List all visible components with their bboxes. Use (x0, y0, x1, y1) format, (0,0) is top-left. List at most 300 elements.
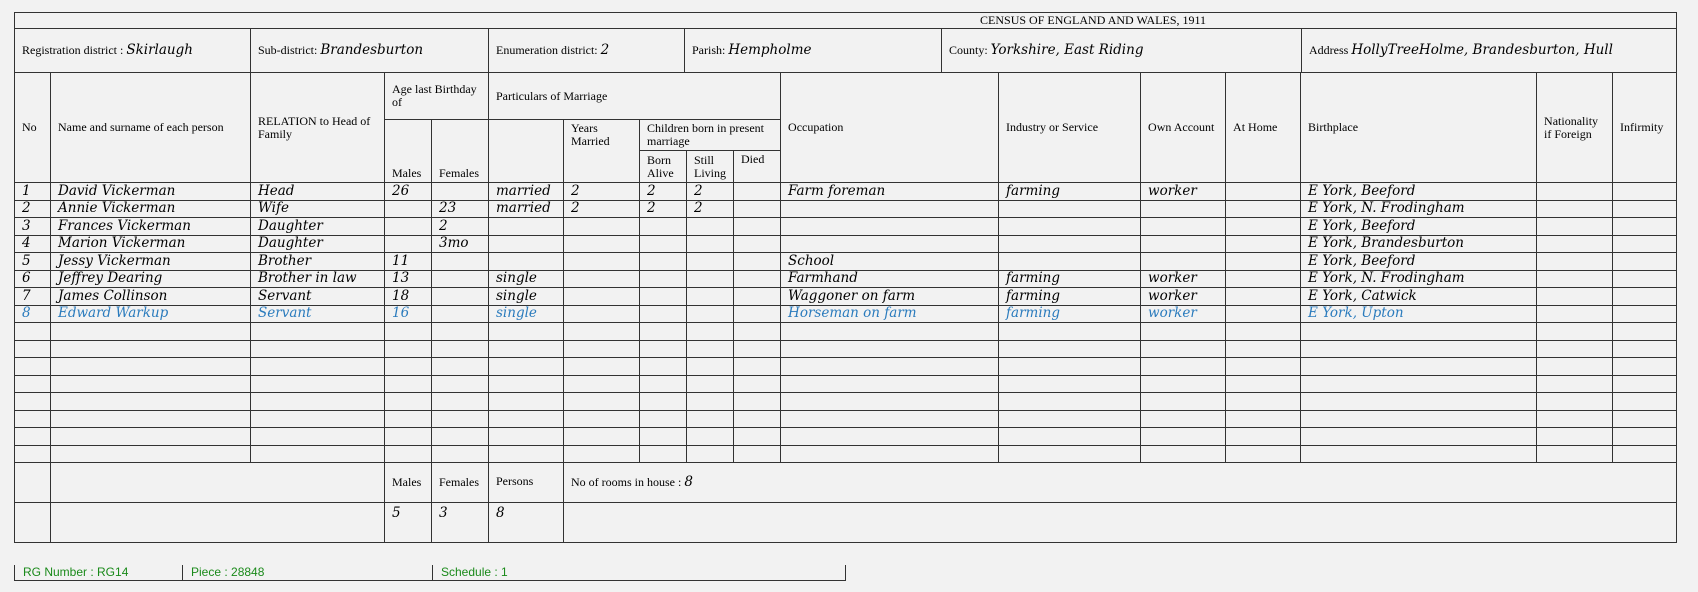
cell-marital (489, 218, 564, 236)
enumeration-district: Enumeration district: 2 (489, 29, 685, 73)
empty-cell (1613, 445, 1677, 463)
empty-cell (432, 393, 489, 411)
empty-cell (1613, 340, 1677, 358)
cell-occupation: Farm foreman (781, 183, 999, 201)
empty-cell (251, 323, 385, 341)
cell-relation: Brother in law (251, 270, 385, 288)
cell-industry: farming (999, 270, 1141, 288)
empty-cell (51, 358, 251, 376)
cell-infirmity (1613, 218, 1677, 236)
cell-died (734, 288, 781, 306)
cell-no: 1 (15, 183, 51, 201)
cell-died (734, 235, 781, 253)
cell-males (385, 235, 432, 253)
schedule-number: Schedule : 1 (441, 565, 508, 579)
empty-cell (734, 393, 781, 411)
empty-row (15, 323, 1677, 341)
empty-cell (1141, 375, 1226, 393)
cell-home (1226, 253, 1301, 271)
cell-females: 3mo (432, 235, 489, 253)
empty-cell (489, 445, 564, 463)
empty-cell (1537, 393, 1613, 411)
cell-own (1141, 253, 1226, 271)
cell-birthplace: E York, N. Frodingham (1301, 270, 1537, 288)
cell-industry: farming (999, 305, 1141, 323)
cell-infirmity (1613, 183, 1677, 201)
cell-marital (489, 235, 564, 253)
cell-home (1226, 218, 1301, 236)
cell-birthplace: E York, Beeford (1301, 218, 1537, 236)
census-header-table (14, 12, 1677, 73)
empty-cell (15, 375, 51, 393)
empty-cell (251, 410, 385, 428)
empty-cell (385, 410, 432, 428)
empty-cell (1301, 340, 1537, 358)
table-row (15, 305, 1677, 323)
column-age: Age last Birthday of (385, 73, 489, 120)
cell-own: worker (1141, 288, 1226, 306)
empty-cell (564, 445, 640, 463)
empty-cell (564, 393, 640, 411)
cell-relation: Servant (251, 305, 385, 323)
column-marital-status (489, 120, 564, 183)
empty-cell (51, 445, 251, 463)
empty-cell (640, 323, 687, 341)
empty-row (15, 428, 1677, 446)
empty-cell (640, 358, 687, 376)
empty-cell (734, 410, 781, 428)
empty-cell (1613, 375, 1677, 393)
cell-marital (489, 253, 564, 271)
empty-cell (734, 445, 781, 463)
cell-infirmity (1613, 253, 1677, 271)
parish: Parish: Hempholme (685, 29, 942, 73)
cell-females (432, 253, 489, 271)
empty-row (15, 393, 1677, 411)
empty-cell (734, 340, 781, 358)
cell-died (734, 305, 781, 323)
cell-died (734, 218, 781, 236)
empty-cell (781, 323, 999, 341)
empty-cell (1537, 410, 1613, 428)
empty-cell (999, 323, 1141, 341)
cell-birthplace: E York, N. Frodingham (1301, 200, 1537, 218)
empty-cell (640, 428, 687, 446)
cell-nationality (1537, 253, 1613, 271)
empty-cell (15, 393, 51, 411)
census-title: CENSUS OF ENGLAND AND WALES, 1911 (15, 13, 1677, 29)
empty-cell (1301, 358, 1537, 376)
cell-marital: single (489, 270, 564, 288)
sub-district: Sub-district: Brandesburton (251, 29, 489, 73)
cell-died (734, 270, 781, 288)
empty-cell (1301, 375, 1537, 393)
column-birthplace: Birthplace (1301, 73, 1537, 183)
cell-living (687, 270, 734, 288)
table-row (15, 288, 1677, 306)
empty-cell (251, 393, 385, 411)
cell-nationality (1537, 270, 1613, 288)
cell-birthplace: E York, Catwick (1301, 288, 1537, 306)
empty-cell (1613, 393, 1677, 411)
empty-cell (51, 428, 251, 446)
cell-marital: married (489, 183, 564, 201)
registration-district: Registration district : Skirlaugh (15, 29, 251, 73)
empty-cell (432, 410, 489, 428)
cell-years (564, 270, 640, 288)
rooms-count: No of rooms in house : 8 (564, 463, 1677, 503)
column-own-account: Own Account (1141, 73, 1226, 183)
cell-born (640, 253, 687, 271)
cell-relation: Head (251, 183, 385, 201)
empty-cell (15, 445, 51, 463)
reference-footer (14, 565, 846, 581)
table-row (15, 270, 1677, 288)
cell-living (687, 305, 734, 323)
empty-cell (432, 445, 489, 463)
empty-cell (687, 323, 734, 341)
empty-cell (489, 428, 564, 446)
cell-own: worker (1141, 305, 1226, 323)
empty-cell (687, 375, 734, 393)
empty-cell (385, 393, 432, 411)
column-infirmity: Infirmity (1613, 73, 1677, 183)
census-household-table (14, 72, 1677, 543)
empty-cell (781, 358, 999, 376)
empty-cell (15, 323, 51, 341)
table-row (15, 235, 1677, 253)
cell-birthplace: E York, Beeford (1301, 183, 1537, 201)
empty-cell (1141, 340, 1226, 358)
cell-infirmity (1613, 270, 1677, 288)
address: Address HollyTreeHolme, Brandesburton, Hull (1302, 29, 1677, 73)
cell-industry (999, 235, 1141, 253)
cell-marital: single (489, 305, 564, 323)
cell-died (734, 200, 781, 218)
cell-industry (999, 253, 1141, 271)
empty-cell (1141, 393, 1226, 411)
empty-cell (781, 393, 999, 411)
cell-home (1226, 235, 1301, 253)
empty-cell (1226, 393, 1301, 411)
column-born-alive: Born Alive (640, 151, 687, 183)
cell-nationality (1537, 235, 1613, 253)
cell-home (1226, 183, 1301, 201)
empty-cell (489, 410, 564, 428)
cell-home (1226, 270, 1301, 288)
totals-blank (564, 503, 1677, 543)
totals-blank (15, 503, 51, 543)
empty-cell (1301, 445, 1537, 463)
cell-years: 2 (564, 183, 640, 201)
empty-cell (781, 340, 999, 358)
empty-cell (51, 323, 251, 341)
cell-years (564, 235, 640, 253)
empty-cell (251, 428, 385, 446)
empty-row (15, 358, 1677, 376)
cell-name: Frances Vickerman (51, 218, 251, 236)
empty-cell (687, 358, 734, 376)
empty-cell (999, 340, 1141, 358)
empty-cell (734, 323, 781, 341)
cell-birthplace: E York, Upton (1301, 305, 1537, 323)
empty-cell (564, 410, 640, 428)
cell-living (687, 288, 734, 306)
cell-infirmity (1613, 305, 1677, 323)
cell-males: 18 (385, 288, 432, 306)
empty-cell (1301, 323, 1537, 341)
cell-occupation: Horseman on farm (781, 305, 999, 323)
empty-cell (489, 375, 564, 393)
empty-cell (1537, 428, 1613, 446)
cell-own (1141, 235, 1226, 253)
cell-living: 2 (687, 200, 734, 218)
empty-cell (640, 393, 687, 411)
empty-row (15, 375, 1677, 393)
rg-number: RG Number : RG14 (15, 565, 183, 580)
cell-industry (999, 200, 1141, 218)
empty-cell (687, 410, 734, 428)
cell-own (1141, 200, 1226, 218)
empty-cell (51, 410, 251, 428)
empty-cell (385, 445, 432, 463)
empty-cell (687, 340, 734, 358)
empty-cell (687, 393, 734, 411)
cell-infirmity (1613, 200, 1677, 218)
empty-cell (1613, 410, 1677, 428)
cell-occupation (781, 235, 999, 253)
cell-females (432, 270, 489, 288)
cell-males (385, 218, 432, 236)
empty-cell (564, 428, 640, 446)
column-industry: Industry or Service (999, 73, 1141, 183)
empty-cell (1537, 323, 1613, 341)
empty-cell (1141, 445, 1226, 463)
cell-own (1141, 218, 1226, 236)
empty-cell (15, 410, 51, 428)
cell-birthplace: E York, Brandesburton (1301, 235, 1537, 253)
column-at-home: At Home (1226, 73, 1301, 183)
empty-row (15, 445, 1677, 463)
cell-males (385, 200, 432, 218)
cell-relation: Servant (251, 288, 385, 306)
empty-row (15, 340, 1677, 358)
empty-cell (564, 340, 640, 358)
empty-cell (1226, 410, 1301, 428)
cell-relation: Brother (251, 253, 385, 271)
empty-cell (15, 340, 51, 358)
totals-persons-value: 8 (489, 503, 564, 543)
empty-cell (251, 358, 385, 376)
cell-no: 7 (15, 288, 51, 306)
empty-cell (15, 358, 51, 376)
cell-females: 23 (432, 200, 489, 218)
cell-living (687, 218, 734, 236)
empty-cell (1301, 428, 1537, 446)
empty-cell (385, 428, 432, 446)
column-occupation: Occupation (781, 73, 999, 183)
empty-cell (432, 358, 489, 376)
empty-cell (1226, 428, 1301, 446)
column-nationality: Nationality if Foreign (1537, 73, 1613, 183)
cell-marital: single (489, 288, 564, 306)
piece-number: Piece : 28848 (183, 565, 433, 580)
empty-cell (999, 393, 1141, 411)
empty-cell (564, 358, 640, 376)
cell-home (1226, 305, 1301, 323)
cell-home (1226, 200, 1301, 218)
empty-cell (999, 445, 1141, 463)
empty-cell (385, 375, 432, 393)
empty-row (15, 410, 1677, 428)
cell-name: James Collinson (51, 288, 251, 306)
empty-cell (781, 445, 999, 463)
cell-born (640, 270, 687, 288)
cell-name: David Vickerman (51, 183, 251, 201)
empty-cell (640, 410, 687, 428)
column-died: Died (734, 151, 781, 183)
empty-cell (1226, 323, 1301, 341)
empty-cell (432, 375, 489, 393)
cell-females (432, 305, 489, 323)
totals-blank (51, 503, 385, 543)
empty-cell (1141, 358, 1226, 376)
cell-own: worker (1141, 270, 1226, 288)
cell-name: Edward Warkup (51, 305, 251, 323)
empty-cell (564, 323, 640, 341)
empty-cell (489, 358, 564, 376)
cell-home (1226, 288, 1301, 306)
empty-cell (432, 428, 489, 446)
cell-born (640, 218, 687, 236)
empty-cell (1537, 445, 1613, 463)
cell-no: 6 (15, 270, 51, 288)
totals-blank (51, 463, 385, 503)
totals-females-value: 3 (432, 503, 489, 543)
cell-females (432, 288, 489, 306)
cell-occupation: School (781, 253, 999, 271)
totals-males-label: Males (385, 463, 432, 503)
empty-cell (51, 340, 251, 358)
cell-infirmity (1613, 288, 1677, 306)
totals-males-value: 5 (385, 503, 432, 543)
empty-cell (1226, 445, 1301, 463)
cell-died (734, 253, 781, 271)
empty-cell (251, 445, 385, 463)
table-row (15, 200, 1677, 218)
empty-cell (1613, 358, 1677, 376)
cell-born (640, 288, 687, 306)
census-form (14, 12, 1676, 543)
empty-cell (640, 340, 687, 358)
table-row (15, 253, 1677, 271)
household-rows (15, 183, 1677, 463)
column-marriage: Particulars of Marriage (489, 73, 781, 120)
cell-own: worker (1141, 183, 1226, 201)
totals-blank (15, 463, 51, 503)
cell-marital: married (489, 200, 564, 218)
cell-occupation (781, 200, 999, 218)
empty-cell (1226, 358, 1301, 376)
empty-cell (781, 428, 999, 446)
empty-cell (1226, 375, 1301, 393)
totals-persons-label: Persons (489, 463, 564, 503)
county: County: Yorkshire, East Riding (942, 29, 1302, 73)
empty-cell (251, 375, 385, 393)
empty-cell (1141, 410, 1226, 428)
empty-cell (640, 445, 687, 463)
cell-relation: Daughter (251, 218, 385, 236)
cell-years: 2 (564, 200, 640, 218)
column-no: No (15, 73, 51, 183)
cell-nationality (1537, 183, 1613, 201)
empty-cell (734, 358, 781, 376)
cell-nationality (1537, 288, 1613, 306)
cell-industry: farming (999, 288, 1141, 306)
empty-cell (1613, 428, 1677, 446)
empty-cell (1613, 323, 1677, 341)
cell-name: Annie Vickerman (51, 200, 251, 218)
cell-years (564, 305, 640, 323)
column-males: Males (385, 120, 432, 183)
empty-cell (1141, 428, 1226, 446)
empty-cell (1141, 323, 1226, 341)
cell-infirmity (1613, 235, 1677, 253)
empty-cell (1537, 340, 1613, 358)
cell-males: 26 (385, 183, 432, 201)
empty-cell (15, 428, 51, 446)
cell-born: 2 (640, 200, 687, 218)
table-row (15, 183, 1677, 201)
cell-nationality (1537, 218, 1613, 236)
cell-born: 2 (640, 183, 687, 201)
empty-cell (385, 340, 432, 358)
cell-industry: farming (999, 183, 1141, 201)
column-relation: RELATION to Head of Family (251, 73, 385, 183)
empty-cell (999, 428, 1141, 446)
empty-cell (999, 375, 1141, 393)
cell-no: 4 (15, 235, 51, 253)
empty-cell (385, 358, 432, 376)
empty-cell (489, 323, 564, 341)
empty-cell (432, 323, 489, 341)
cell-occupation: Waggoner on farm (781, 288, 999, 306)
cell-relation: Daughter (251, 235, 385, 253)
cell-living (687, 235, 734, 253)
column-name: Name and surname of each person (51, 73, 251, 183)
cell-living: 2 (687, 183, 734, 201)
cell-died (734, 183, 781, 201)
empty-cell (564, 375, 640, 393)
cell-name: Marion Vickerman (51, 235, 251, 253)
empty-cell (734, 428, 781, 446)
empty-cell (1226, 340, 1301, 358)
cell-relation: Wife (251, 200, 385, 218)
empty-cell (432, 340, 489, 358)
cell-no: 8 (15, 305, 51, 323)
empty-cell (999, 358, 1141, 376)
totals-females-label: Females (432, 463, 489, 503)
cell-nationality (1537, 200, 1613, 218)
empty-cell (781, 410, 999, 428)
empty-cell (251, 340, 385, 358)
cell-no: 5 (15, 253, 51, 271)
column-years-married: Years Married (564, 120, 640, 183)
cell-occupation: Farmhand (781, 270, 999, 288)
empty-cell (489, 340, 564, 358)
table-row (15, 218, 1677, 236)
empty-cell (385, 323, 432, 341)
